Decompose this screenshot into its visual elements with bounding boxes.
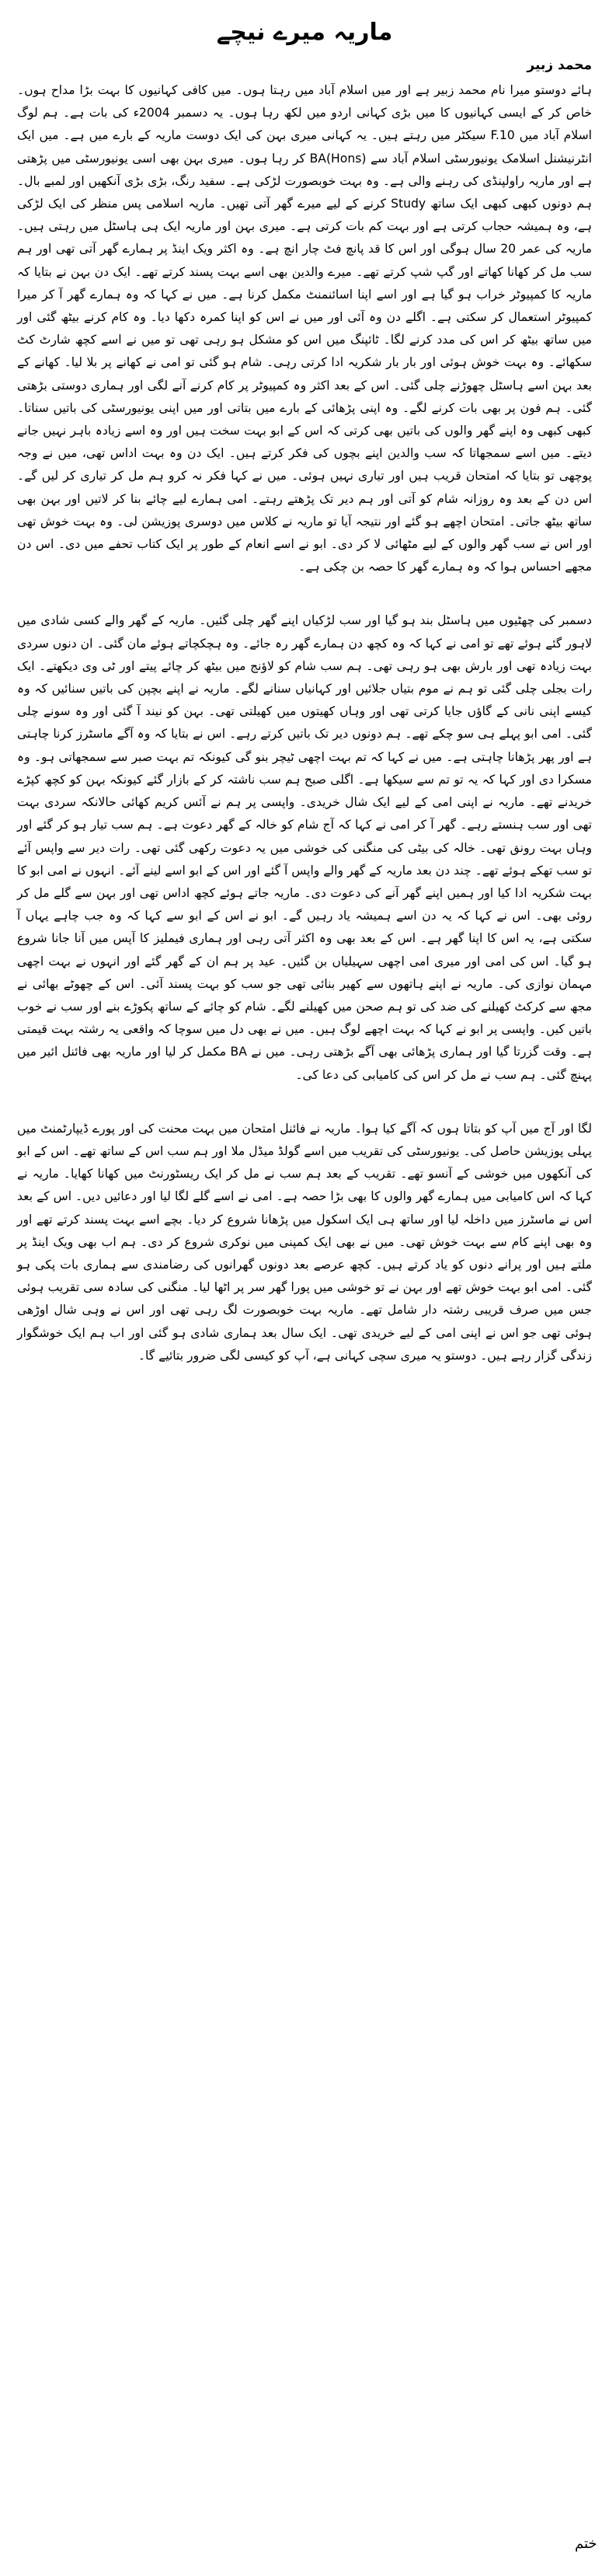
story-title: ماریہ میرے نیچے: [216, 19, 393, 46]
paragraph-gap: [17, 1087, 592, 1118]
end-mark: ختم: [575, 2536, 597, 2552]
story-paragraph-2: دسمبر کی چھٹیوں میں ہاسٹل بند ہو گیا اور سب لڑکیاں اپنے گھر چلی گئیں۔ ماریہ کے گھر والے کسی شادی میں لاہور گئے ہوئے تھے تو امی نے کہا کہ وہ کچھ دن ہمارے گھر رہ جائے۔ وہ ہچکچاتے ہوئے مان گئی۔ ان دنوں سردی بہت زیادہ تھی اور بارش بھی ہو رہی تھی۔ ہم سب شام کو لاؤنج میں بیٹھ کر چائے پیتے اور ٹی وی دیکھتے۔ ایک رات بجلی چلی گئی تو ہم نے موم بتیاں جلائیں اور کہانیاں سنانے لگے۔ ماریہ نے اپنے بچپن کی باتیں سنائیں کہ وہ کیسے اپنی نانی کے گاؤں جایا کرتی تھی اور وہاں کھیتوں میں کھیلتی تھی۔ بہن کو نیند آ گئی اور وہ سونے چلی گئی۔ امی ابو پہلے ہی سو چکے تھے۔ ہم دونوں دیر تک باتیں کرتے رہے۔ اس نے بتایا کہ وہ آگے ماسٹرز کرنا چاہتی ہے اور پھر پڑھانا چاہتی ہے۔ میں نے کہا کہ تم بہت اچھی ٹیچر بنو گی کیونکہ تم بہت صبر سے سمجھاتی ہو۔ وہ مسکرا دی اور کہا کہ یہ تو تم سے سیکھا ہے۔ اگلی صبح ہم سب ناشتہ کر کے بازار گئے کیونکہ بہن کو کچھ کپڑے خریدنے تھے۔ ماریہ نے اپنی امی کے لیے ایک شال خریدی۔ واپسی پر ہم نے آئس کریم کھائی حالانکہ سردی بہت تھی اور سب ہنستے رہے۔ گھر آ کر امی نے کہا کہ آج شام کو خالہ کے گھر دعوت ہے۔ ہم سب تیار ہو کر گئے اور وہاں بہت رونق تھی۔ خالہ کی بیٹی کی منگنی کی خوشی میں یہ دعوت رکھی گئی تھی۔ رات دیر سے واپس آئے تو سب تھکے ہوئے تھے۔ چند دن بعد ماریہ کے گھر والے واپس آ گئے اور اس کے ابو اسے لینے آئے۔ انہوں نے امی ابو کا بہت شکریہ ادا کیا اور ہمیں اپنے گھر آنے کی دعوت دی۔ ماریہ جاتے ہوئے کچھ اداس تھی اور بہن سے گلے مل کر روئی بھی۔ اس نے کہا کہ یہ دن اسے ہمیشہ یاد رہیں گے۔ ابو نے اس کے ابو سے کہا کہ وہ جب چاہے یہاں آ سکتی ہے، یہ اس کا اپنا گھر ہے۔ اس کے بعد بھی وہ اکثر آتی رہی اور ہماری فیملیز کا آپس میں آنا جانا شروع ہو گیا۔ اس کی امی اور میری امی اچھی سہیلیاں بن گئیں۔ عید پر ہم ان کے گھر گئے اور انہوں نے بہت اچھی مہمان نوازی کی۔ ماریہ نے اپنے ہاتھوں سے کھیر بنائی تھی جو سب کو بہت پسند آئی۔ اس کے چھوٹے بھائی نے مجھ سے کرکٹ کھیلنے کی ضد کی تو ہم صحن میں کھیلنے لگے۔ شام کو چائے کے ساتھ پکوڑے بنے اور سب نے خوب باتیں کیں۔ واپسی پر ابو نے کہا کہ بہت اچھے لوگ ہیں۔ میں نے بھی دل میں سوچا کہ واقعی یہ رشتہ بہت قیمتی ہے۔ وقت گزرتا گیا اور ہماری پڑھائی بھی آگے بڑھتی رہی۔ میں نے BA مکمل کر لیا اور ماریہ بھی فائنل ائیر میں پہنچ گئی۔ ہم سب نے مل کر اس کی کامیابی کی دعا کی۔: [17, 613, 592, 1082]
story-page: [17, 16, 592, 1367]
story-paragraph-1: ہائے دوستو میرا نام محمد زبیر ہے اور میں اسلام آباد میں رہتا ہوں۔ میں کافی کہانیوں کا بہت بڑا مداح ہوں۔ خاص کر کے ایسی کہانیوں کا میں بڑی کہانی اردو میں لکھ رہا ہوں۔ یہ دسمبر 2004ء کی بات ہے۔ ہم لوگ اسلام آباد میں F.10 سیکٹر میں رہتے ہیں۔ یہ کہانی میری بہن کی ایک دوست ماریہ کے بارے میں ہے۔ میں ایک انٹرنیشنل اسلامک یونیورسٹی اسلام آباد سے BA(Hons) کر رہا ہوں۔ میری بہن بھی اسی یونیورسٹی میں پڑھتی ہے اور ماریہ راولپنڈی کی رہنے والی ہے۔ وہ بہت خوبصورت لڑکی ہے۔ سفید رنگ، بڑی بڑی آنکھیں اور لمبے بال۔ ہم دونوں کبھی کبھی ایک ساتھ Study کرنے کے لیے میرے گھر آتی تھیں۔ ماریہ اسلامی پس منظر کی ایک لڑکی ہے، وہ ہمیشہ حجاب کرتی ہے اور بہت کم بات کرتی ہے۔ میری بہن اور ماریہ ایک ہی ہاسٹل میں رہتی ہیں۔ ماریہ کی عمر 20 سال ہوگی اور اس کا قد پانچ فٹ چار انچ ہے۔ وہ اکثر ویک اینڈ پر ہمارے گھر آتی تھی اور ہم سب مل کر کھانا کھاتے اور گپ شپ کرتے تھے۔ میرے والدین بھی اسے بہت پسند کرتے تھے۔ ایک دن بہن نے بتایا کہ ماریہ کا کمپیوٹر خراب ہو گیا ہے اور اسے اپنا اسائنمنٹ مکمل کرنا ہے۔ میں نے کہا کہ وہ ہمارے گھر آ کر میرا کمپیوٹر استعمال کر سکتی ہے۔ اگلے دن وہ آئی اور میں نے اس کو اپنا کمرہ دکھا دیا۔ وہ کام کرنے بیٹھ گئی اور میں ساتھ بیٹھ کر اس کی مدد کرنے لگا۔ ٹائپنگ میں اس کو مشکل ہو رہی تھی تو میں نے اسے کچھ شارٹ کٹ سکھائے۔ وہ بہت خوش ہوئی اور بار بار شکریہ ادا کرتی رہی۔ شام ہو گئی تو امی نے کھانے پر بلا لیا۔ کھانے کے بعد بہن اسے ہاسٹل چھوڑنے چلی گئی۔ اس کے بعد اکثر وہ کمپیوٹر پر کام کرنے آنے لگی اور ہماری دوستی بڑھتی گئی۔ ہم فون پر بھی بات کرنے لگے۔ وہ اپنی پڑھائی کے بارے میں بتاتی اور میں اپنی یونیورسٹی کی باتیں سناتا۔ کبھی کبھی وہ اپنے گھر والوں کی باتیں بھی کرتی کہ اس کے ابو بہت سخت ہیں اور وہ اسے زیادہ باہر نہیں جانے دیتے۔ میں اسے سمجھاتا کہ سب والدین اپنے بچوں کی فکر کرتے ہیں۔ ایک دن وہ بہت اداس تھی، میں نے وجہ پوچھی تو بتایا کہ امتحان قریب ہیں اور تیاری نہیں ہوئی۔ میں نے کہا فکر نہ کرو ہم مل کر تیاری کر لیں گے۔ اس دن کے بعد وہ روزانہ شام کو آتی اور ہم دیر تک پڑھتے رہتے۔ امی ہمارے لیے چائے بنا کر لاتیں اور بہن بھی ساتھ بیٹھ جاتی۔ امتحان اچھے ہو گئے اور نتیجہ آیا تو ماریہ نے کلاس میں دوسری پوزیشن لی۔ وہ بہت خوش تھی اور اس نے سب گھر والوں کے لیے مٹھائی لا کر دی۔ ابو نے اسے انعام کے طور پر ایک کتاب تحفے میں دی۔ اس دن مجھے احساس ہوا کہ وہ ہمارے گھر کا حصہ بن چکی ہے۔: [17, 83, 593, 574]
author-name: محمد زبیر: [527, 58, 592, 73]
paragraph-gap: [17, 578, 592, 609]
story-paragraph-3: لگا اور آج میں آپ کو بتاتا ہوں کہ آگے کیا ہوا۔ ماریہ نے فائنل امتحان میں بہت محنت کی اور پورے ڈیپارٹمنٹ میں پہلی پوزیشن حاصل کی۔ یونیورسٹی کی تقریب میں اسے گولڈ میڈل ملا اور ہم سب اس کے ساتھ تھے۔ اس کے ابو کی آنکھوں میں خوشی کے آنسو تھے۔ تقریب کے بعد ہم سب نے مل کر ایک ریسٹورنٹ میں کھانا کھایا۔ ماریہ نے کہا کہ اس کامیابی میں ہمارے گھر والوں کا بھی بڑا حصہ ہے۔ امی نے اسے گلے لگا لیا اور دعائیں دیں۔ اس کے بعد اس نے ماسٹرز میں داخلہ لیا اور ساتھ ہی ایک اسکول میں پڑھانا شروع کر دیا۔ بچے اسے بہت پسند کرتے تھے اور وہ بھی اپنے کام سے بہت خوش تھی۔ میں نے بھی ایک کمپنی میں نوکری شروع کر دی۔ ہم اب بھی ویک اینڈ پر ملتے ہیں اور پرانے دنوں کو یاد کرتے ہیں۔ کچھ عرصے بعد دونوں گھرانوں کی رضامندی سے ہماری بات پکی ہو گئی۔ امی ابو بہت خوش تھے اور بہن نے تو خوشی میں پورا گھر سر پر اٹھا لیا۔ منگنی کی سادہ سی تقریب ہوئی جس میں صرف قریبی رشتہ دار شامل تھے۔ ماریہ بہت خوبصورت لگ رہی تھی اور اس نے وہی شال اوڑھی ہوئی تھی جو اس نے اپنی امی کے لیے خریدی تھی۔ ایک سال بعد ہماری شادی ہو گئی اور اب ہم ایک خوشگوار زندگی گزار رہے ہیں۔ دوستو یہ میری سچی کہانی ہے، آپ کو کیسی لگی ضرور بتائیے گا۔: [17, 1121, 592, 1363]
